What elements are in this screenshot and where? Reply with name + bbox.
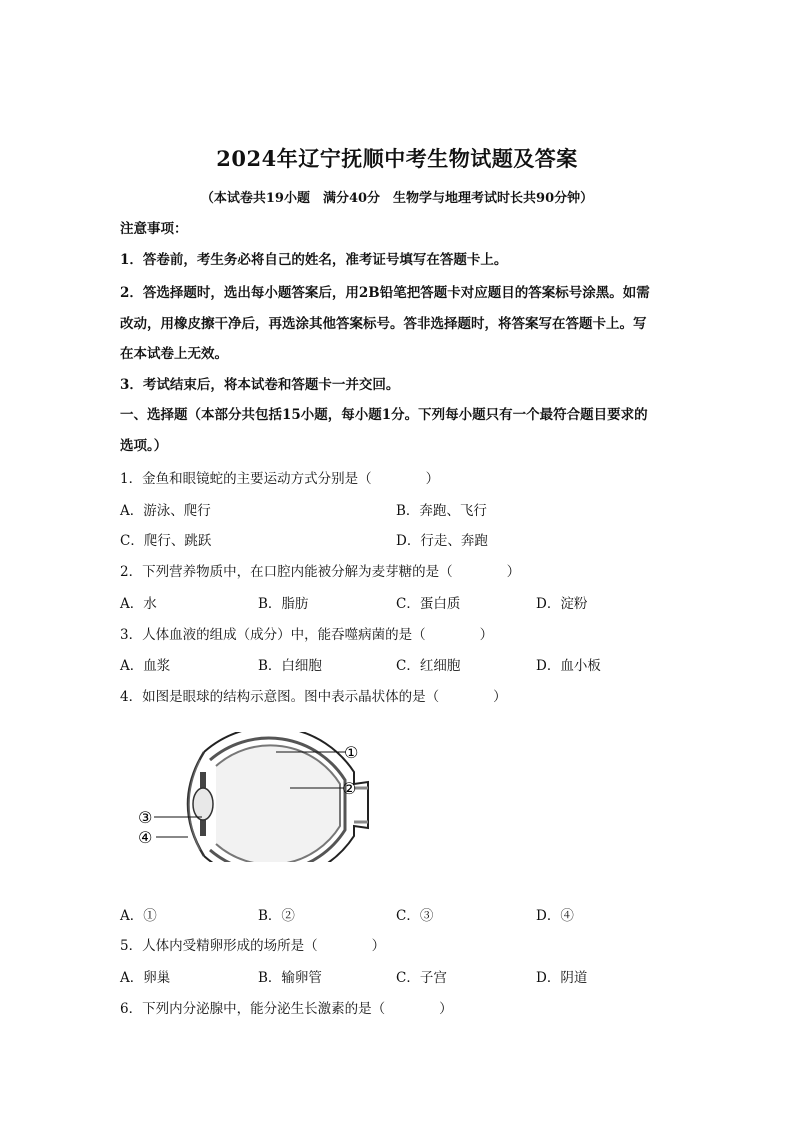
- page-title: 2024年辽宁抚顺中考生物试题及答案: [216, 146, 578, 171]
- exam-subtitle: （本试卷共19小题 满分40分 生物学与地理考试时长共90分钟）: [200, 191, 594, 206]
- option-b: B．白细胞: [258, 658, 322, 674]
- option-c: C．爬行、跳跃: [120, 533, 212, 549]
- question-stem: 3．人体血液的组成（成分）中，能吞噬病菌的是（ ）: [120, 627, 494, 643]
- diagram-label-1: ①: [344, 743, 359, 762]
- question-stem: 6．下列内分泌腺中，能分泌生长激素的是（ ）: [120, 1001, 453, 1017]
- option-a: A．水: [120, 596, 157, 612]
- section-heading-cont: 选项。）: [120, 438, 168, 454]
- question-stem: 2．下列营养物质中，在口腔内能被分解为麦芽糖的是（ ）: [120, 564, 521, 580]
- option-d: D．④: [536, 908, 574, 924]
- question-stem: 1．金鱼和眼镜蛇的主要运动方式分别是（ ）: [120, 471, 440, 487]
- question-stem: 4．如图是眼球的结构示意图。图中表示晶状体的是（ ）: [120, 689, 507, 705]
- option-a: A．①: [120, 908, 157, 924]
- notice-item: 改动，用橡皮擦干净后，再选涂其他答案标号。答非选择题时，将答案写在答题卡上。写: [120, 316, 647, 332]
- notice-item: 在本试卷上无效。: [120, 346, 228, 362]
- option-c: C．红细胞: [396, 658, 461, 674]
- option-b: B．脂肪: [258, 596, 309, 612]
- option-a: A．卵巢: [120, 970, 171, 986]
- question-stem: 5．人体内受精卵形成的场所是（ ）: [120, 938, 386, 954]
- eyeball-diagram: [130, 732, 370, 862]
- option-a: A．血浆: [120, 658, 171, 674]
- diagram-label-2: ②: [342, 779, 357, 798]
- option-c: C．子宫: [396, 970, 447, 986]
- option-d: D．行走、奔跑: [396, 533, 488, 549]
- option-d: D．淀粉: [536, 596, 588, 612]
- notice-item: 1．答卷前，考生务必将自己的姓名，准考证号填写在答题卡上。: [120, 252, 508, 268]
- notice-item: 2．答选择题时，选出每小题答案后，用2B铅笔把答题卡对应题目的答案标号涂黑。如需: [120, 285, 650, 301]
- option-c: C．蛋白质: [396, 596, 461, 612]
- option-c: C．③: [396, 908, 434, 924]
- option-d: D．血小板: [536, 658, 601, 674]
- option-b: B．输卵管: [258, 970, 322, 986]
- notice-item: 3．考试结束后，将本试卷和答题卡一并交回。: [120, 377, 400, 393]
- section-heading: 一、选择题（本部分共包括15小题，每小题1分。下列每小题只有一个最符合题目要求的: [120, 407, 648, 423]
- option-d: D．阴道: [536, 970, 588, 986]
- option-b: B．奔跑、飞行: [396, 503, 487, 519]
- diagram-label-4: ④: [138, 828, 153, 847]
- option-b: B．②: [258, 908, 295, 924]
- option-a: A．游泳、爬行: [120, 503, 211, 519]
- diagram-label-3: ③: [138, 808, 153, 827]
- notice-heading: 注意事项：: [120, 221, 188, 237]
